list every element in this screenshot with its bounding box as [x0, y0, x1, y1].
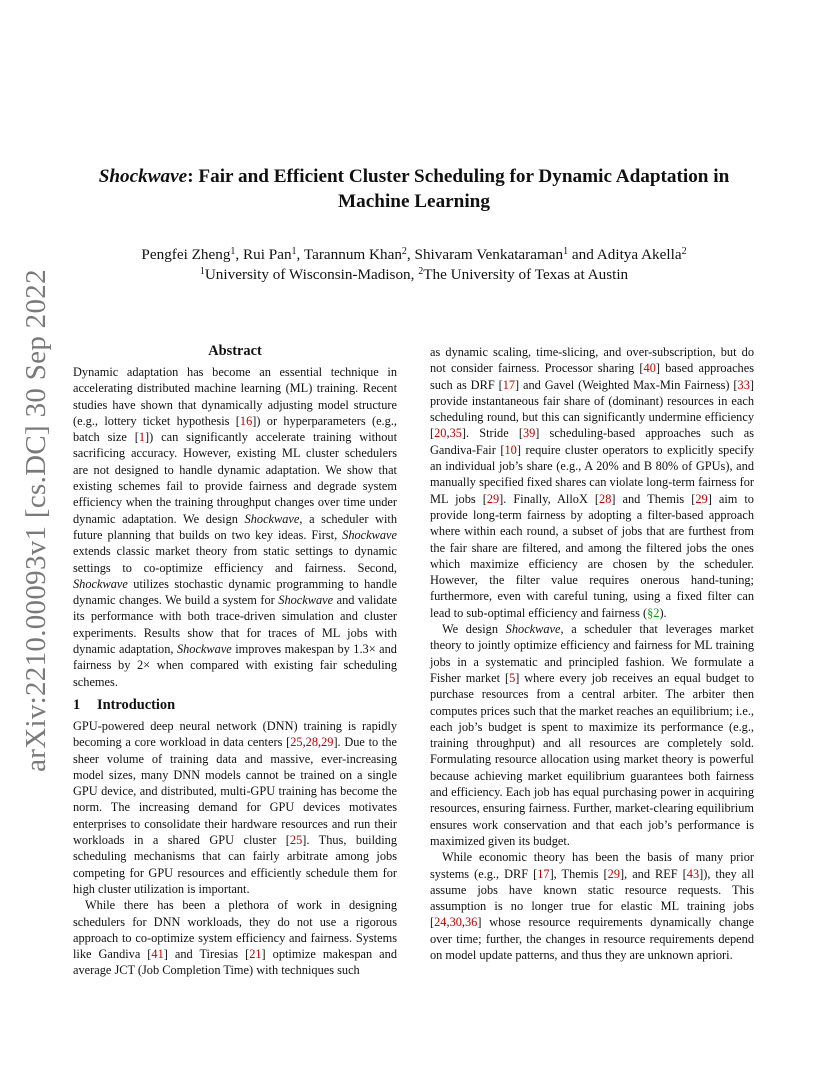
author-affiliation-mark: 1	[291, 246, 297, 257]
text-run: , a scheduler with future planning that builds on two key ideas. First,	[73, 511, 397, 542]
system-name: Shockwave	[176, 642, 232, 657]
citation-link[interactable]: 25	[290, 735, 303, 750]
text-run: ]. Thus, building scheduling mechanisms that can fairly arbitrate among jobs competing for GPU resources and efficiently schedule them for high cluster utilization is important.	[73, 833, 397, 896]
arxiv-stamp-text: arXiv:2210.00093v1 [cs.DC] 30 Sep 2022	[19, 268, 52, 772]
right-column	[430, 344, 754, 963]
citation-link[interactable]: 28	[599, 491, 612, 506]
citation-link[interactable]: 40	[643, 361, 656, 376]
section-heading-introduction	[73, 696, 397, 714]
abstract-text	[73, 364, 397, 690]
author-name: Shivaram Venkataraman	[414, 246, 564, 263]
citation-link[interactable]: 5	[509, 670, 516, 685]
intro-paragraph-4	[430, 849, 754, 963]
system-name: Shockwave	[244, 511, 300, 526]
text-run: ] whose resource requirements dynamically change over time; further, the changes in resource requirements depend on model update patterns, and thus they are unknown apriori.	[430, 915, 754, 962]
author-name: Aditya Akella	[596, 246, 682, 263]
section-title: Introduction	[97, 696, 176, 713]
left-column	[73, 342, 397, 979]
citation-link[interactable]: 30	[449, 915, 462, 930]
citation-link[interactable]: 17	[502, 377, 516, 392]
text-run: Dynamic adaptation has become an essential technique in accelerating distributed machine learning (ML) training. Recent studies have shown that dynamically adjusting model structure (e.g., lottery ticket hypothesis [	[73, 365, 397, 428]
author-affiliation-mark: 2	[401, 246, 407, 257]
text-run: ]), they all assume jobs have known static resource requests. This assumption is no longer true for elastic ML training jobs [	[430, 866, 754, 930]
author-name: Pengfei Zheng	[141, 246, 231, 263]
text-run: ] and Themis [	[611, 491, 696, 506]
text-run: ,	[302, 735, 306, 750]
text-run: extends classic market theory from static settings to dynamic settings to co-optimize efficiency and fairness. Second,	[73, 544, 397, 575]
system-name: Shockwave	[505, 622, 561, 637]
author-affiliation-mark: 2	[681, 246, 687, 257]
citation-link[interactable]: 25	[289, 833, 303, 848]
text-run: GPU-powered deep neural network (DNN) training is rapidly becoming a core workload in data centers [	[73, 718, 397, 750]
text-run: ] and Gavel (Weighted Max-Min Fairness) [	[515, 377, 738, 392]
citation-link[interactable]: 10	[504, 442, 517, 457]
citation-link[interactable]: 39	[522, 426, 536, 441]
text-run: ,	[318, 735, 322, 750]
text-run: ,	[461, 915, 465, 930]
text-run: While economic theory has been the basis of many prior systems (e.g., DRF [	[430, 850, 754, 881]
section-number: 1	[73, 696, 81, 713]
citation-link[interactable]: 43	[686, 866, 700, 881]
aff1-mark: 1	[199, 266, 205, 277]
text-run: ]) can significantly accelerate training without sacrificing accuracy. However, existing ML cluster schedulers are not designed to handle dynamic adaptation. We show that existing schemes fail to provide fairness and degrade system efficiency when the training throughput changes over time under dynamic adaptation. We design	[73, 430, 397, 526]
citation-link[interactable]: 35	[449, 426, 462, 441]
text-run: ] based approaches such as DRF [	[430, 361, 755, 392]
text-run: ).	[659, 605, 667, 620]
title-system-name: Shockwave	[98, 166, 188, 187]
citation-link[interactable]: 29	[695, 491, 708, 506]
affiliations	[80, 265, 748, 285]
text-run: ] provide instantaneous fair share of (dominant) resources in each scheduling round, but this can significantly undermine efficiency [	[430, 377, 754, 441]
intro-paragraph-2	[73, 897, 397, 978]
text-run: ]. Finally, AlloX [	[499, 491, 600, 506]
intro-paragraph-1	[73, 718, 397, 897]
citation-link[interactable]: 33	[737, 377, 750, 392]
intro-paragraph-2-cont	[430, 344, 754, 621]
text-run: , a scheduler that leverages market theory to jointly optimize efficiency and fairness for ML training jobs in a systematic and principled fashion. We formulate a Fisher market [	[430, 622, 754, 685]
text-run: ] scheduling-based approaches such as Gandiva-Fair [	[430, 426, 755, 457]
author-name: Tarannum Khan	[303, 246, 402, 263]
author-affiliation-mark: 1	[563, 246, 569, 257]
text-run: ,	[446, 426, 450, 441]
citation-link[interactable]: 24	[434, 915, 447, 930]
citation-link[interactable]: 20	[434, 426, 447, 441]
aff2-mark: 2	[418, 266, 424, 277]
text-run: ,	[446, 915, 450, 930]
citation-link[interactable]: 36	[465, 915, 478, 930]
citation-link[interactable]: 17	[537, 866, 550, 881]
paper-title	[80, 164, 748, 214]
text-run: ], and REF [	[620, 866, 687, 881]
citation-link[interactable]: 1	[138, 430, 146, 445]
system-name: Shockwave	[73, 576, 128, 591]
text-run: ] where every job receives an equal budget to purchase resources from a central arbiter. The arbiter then computes prices such that the market reaches an equilibrium; i.e., each job’s budget is spent to maximize its performance (e.g., training throughput) and all resources are completely sold. Formulating resource allocation using market theory is powerful because achieving market equilibrium guarantees both fairness and efficiency. Each job has equal purchasing power in acquiring resources, ensuring fairness. Further, market-clearing equilibrium ensures work conservation and that each job’s performance is maximized given its budget.	[430, 670, 754, 848]
system-name: Shockwave	[342, 527, 397, 542]
system-name: Shockwave	[278, 593, 334, 608]
text-run: as dynamic scaling, time-slicing, and over-subscription, but do not consider fairness. Processor sharing [	[430, 345, 754, 376]
citation-link[interactable]: 29	[607, 866, 621, 881]
text-run: improves makespan by 1.3× and fairness by 2× when compared with existing fair scheduling schemes.	[73, 642, 397, 689]
text-run: ]. Stride [	[461, 426, 523, 441]
aff1: University of Wisconsin-Madison,	[204, 266, 419, 283]
text-run: and validate its performance with both trace-driven simulation and cluster experiments. Results show that for traces of ML jobs with dynamic adaptation,	[73, 593, 397, 657]
text-run: ] and Tiresias [	[163, 947, 250, 962]
section-link[interactable]: §2	[647, 605, 660, 620]
text-run: utilizes stochastic dynamic programming to handle dynamic changes. We build a system for	[73, 576, 397, 608]
abstract-heading: Abstract	[208, 343, 262, 359]
author-block	[80, 245, 748, 285]
citation-link[interactable]: 41	[151, 947, 164, 962]
aff2: The University of Texas at Austin	[423, 266, 629, 283]
citation-link[interactable]: 29	[321, 735, 334, 750]
text-run: ]) or hyperparameters (e.g., batch size [	[73, 413, 397, 445]
citation-link[interactable]: 16	[239, 413, 253, 428]
text-run: We design	[442, 622, 506, 637]
author-name: Rui Pan	[243, 246, 292, 263]
title-line2: Machine Learning	[338, 191, 490, 212]
text-run: While there has been a plethora of work in designing schedulers for DNN workloads, they do not use a rigorous approach to co-optimize system efficiency and fairness. Systems like Gandiva [	[73, 898, 397, 962]
text-run: ] aim to provide long-term fairness by adopting a filter-based approach where within each round, a subset of jobs that are furthest from the fair share are filtered, and among the filtered jobs the ones which maximize efficiency are chosen by the scheduler. However, the filter value requires onerous hand-tuning; furthermore, even with careful tuning, using a fixed filter can lead to sub-optimal efficiency and fairness (	[430, 491, 754, 620]
author-names: Pengfei Zheng$^1$, Rui Pan$^1$, Tarannum Khan$^2$, Shivaram Venkataraman$^1$ and Aditya Akella$^2$	[141, 246, 687, 263]
citation-link[interactable]: 21	[249, 947, 262, 962]
text-run: ]. Due to the sheer volume of training data and massive, ever-increasing model sizes, many DNN models cannot be trained on a single GPU device, and distributed, multi-GPU training has become the norm. The increasing demand for GPU devices motivates enterprises to consolidate their hardware resources and run their workloads in a shared GPU cluster [	[73, 735, 398, 848]
author-affiliation-mark: 1	[230, 246, 236, 257]
citation-link[interactable]: 28	[305, 735, 318, 750]
text-run: ] optimize makespan and average JCT (Job Completion Time) with techniques such	[73, 947, 397, 978]
text-run: ], Themis [	[549, 866, 608, 881]
text-run: ] require cluster operators to explicitly specify an individual job’s share (e.g., A 20% and B 80% of GPUs), and manually specified fixed shares can violate long-term fairness for ML jobs [	[430, 442, 754, 506]
citation-link[interactable]: 29	[486, 491, 500, 506]
intro-paragraph-3	[430, 621, 754, 849]
arxiv-stamp	[18, 268, 54, 772]
title-line1-rest: : Fair and Efficient Cluster Scheduling for Dynamic Adaptation in	[187, 166, 730, 187]
